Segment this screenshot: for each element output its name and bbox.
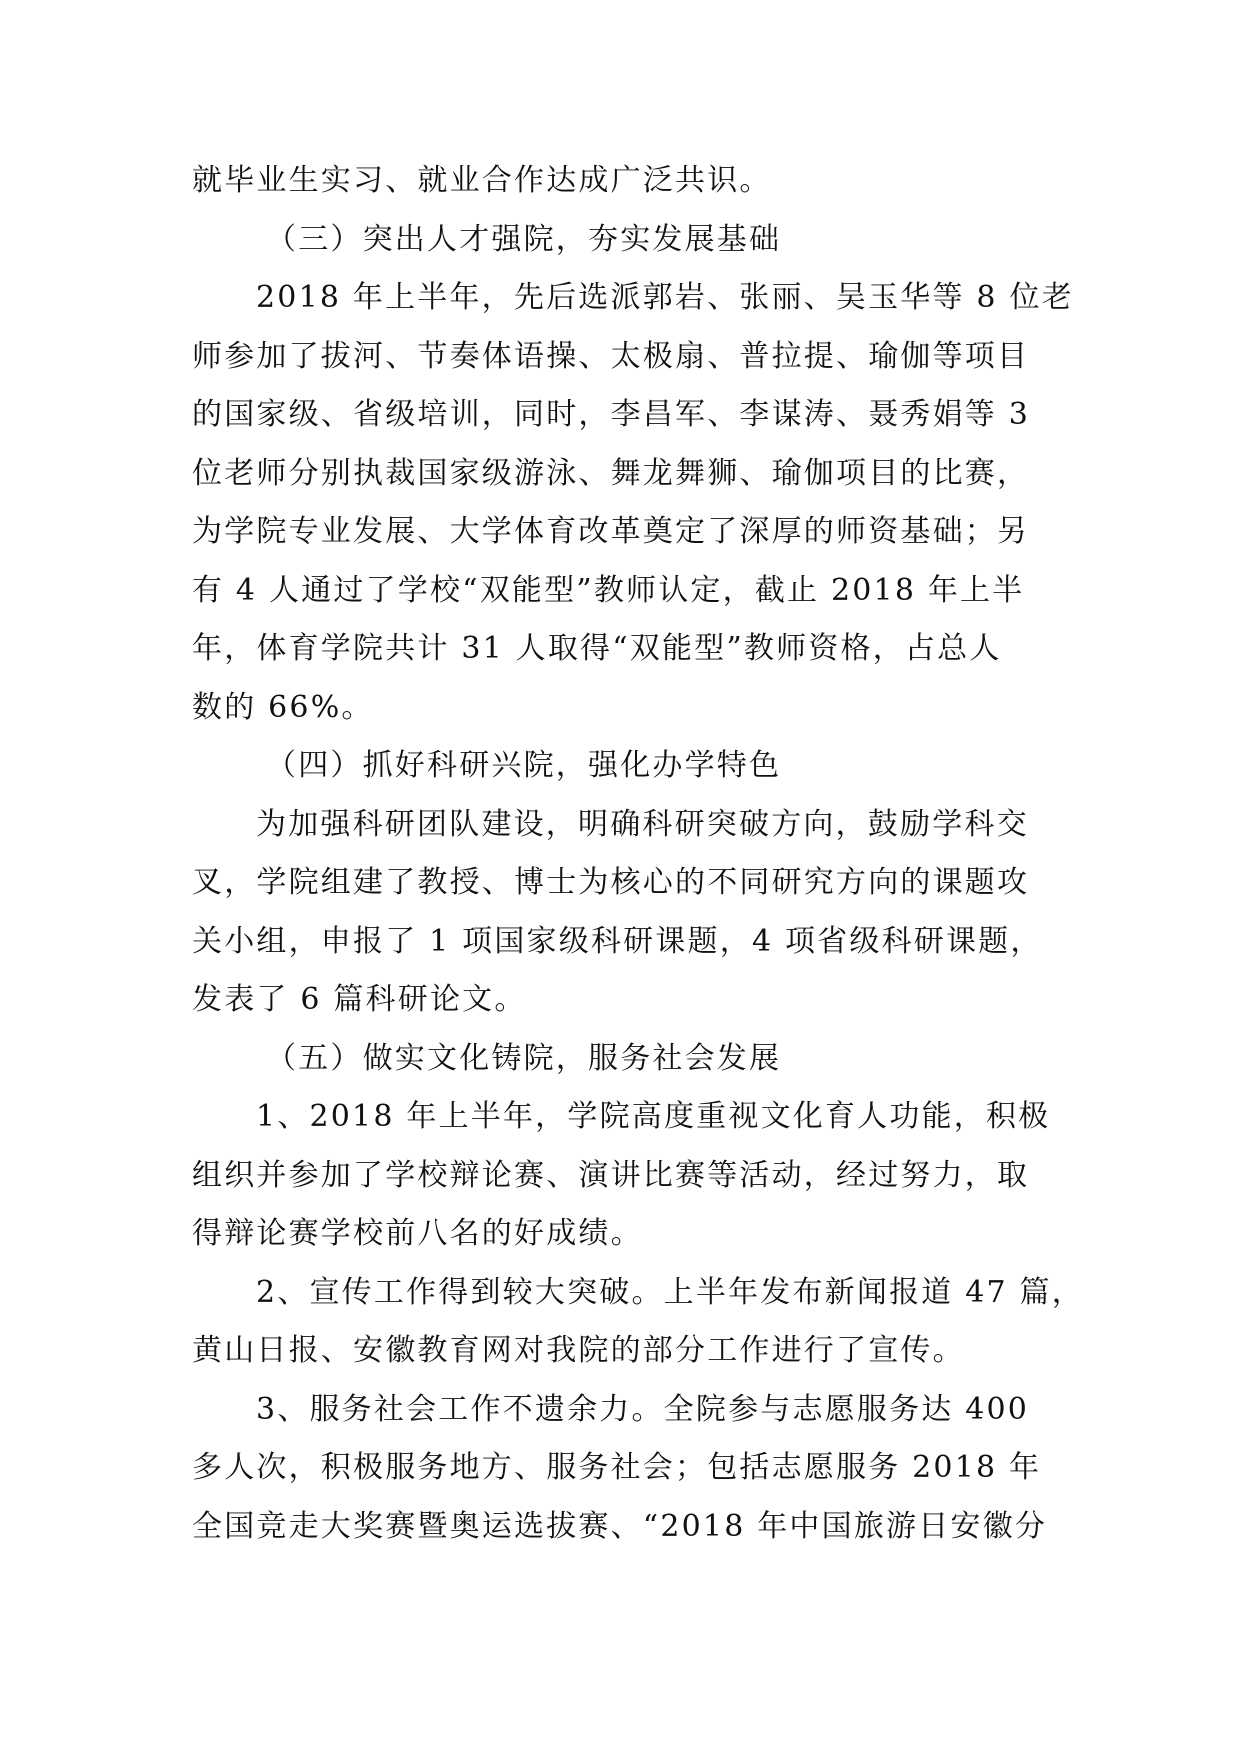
text-line: 数的 66%。 <box>192 689 374 725</box>
text-line: 为学院专业发展、大学体育改革奠定了深厚的师资基础；另 <box>192 514 1030 549</box>
text-line: 师参加了拔河、节奏体语操、太极扇、普拉提、瑜伽等项目 <box>192 338 1030 374</box>
text-line: 多人次，积极服务地方、服务社会；包括志愿服务 2018 年 <box>192 1450 1042 1485</box>
text-line: 位老师分别执裁国家级游泳、舞龙舞狮、瑜伽项目的比赛， <box>192 455 1030 491</box>
paragraph-first-line: 为加强科研团队建设，明确科研突破方向，鼓励学科交 <box>256 806 1029 842</box>
body-text <box>192 152 1084 1556</box>
text-line: 发表了 6 篇科研论文。 <box>192 982 527 1017</box>
text-line: 有 4 人通过了学校“双能型”教师认定，截止 2018 年上半 <box>192 572 1025 608</box>
text-line-continuation: 就毕业生实习、就业合作达成广泛共识。 <box>192 163 772 198</box>
text-line: 全国竞走大奖赛暨奥运选拔赛、“2018 年中国旅游日安徽分 <box>192 1508 1048 1544</box>
text-line: 叉，学院组建了教授、博士为核心的不同研究方向的课题攻 <box>192 865 1030 900</box>
text-line: 的国家级、省级培训，同时，李昌军、李谋涛、聂秀娟等 3 <box>192 397 1031 432</box>
paragraph-first-line: 1、2018 年上半年，学院高度重视文化育人功能，积极 <box>256 1099 1051 1134</box>
text-line: 年，体育学院共计 31 人取得“双能型”教师资格，占总人 <box>192 631 1002 666</box>
section-heading: （五）做实文化铸院，服务社会发展 <box>266 1040 782 1076</box>
text-line: 得辩论赛学校前八名的好成绩。 <box>192 1216 643 1251</box>
paragraph-first-line: 2018 年上半年，先后选派郭岩、张丽、吴玉华等 8 位老 <box>256 280 1074 315</box>
text-line: 组织并参加了学校辩论赛、演讲比赛等活动，经过努力，取 <box>192 1157 1030 1193</box>
paragraph-first-line: 2、宣传工作得到较大突破。上半年发布新闻报道 47 篇， <box>256 1274 1084 1310</box>
text-line: 黄山日报、安徽教育网对我院的部分工作进行了宣传。 <box>192 1333 965 1368</box>
text-line: 关小组，申报了 1 项国家级科研课题，4 项省级科研课题， <box>192 923 1043 959</box>
section-heading: （三）突出人才强院，夯实发展基础 <box>266 221 782 257</box>
paragraph-first-line: 3、服务社会工作不遗余力。全院参与志愿服务达 400 <box>256 1391 1030 1427</box>
section-heading: （四）抓好科研兴院，强化办学特色 <box>266 748 782 783</box>
